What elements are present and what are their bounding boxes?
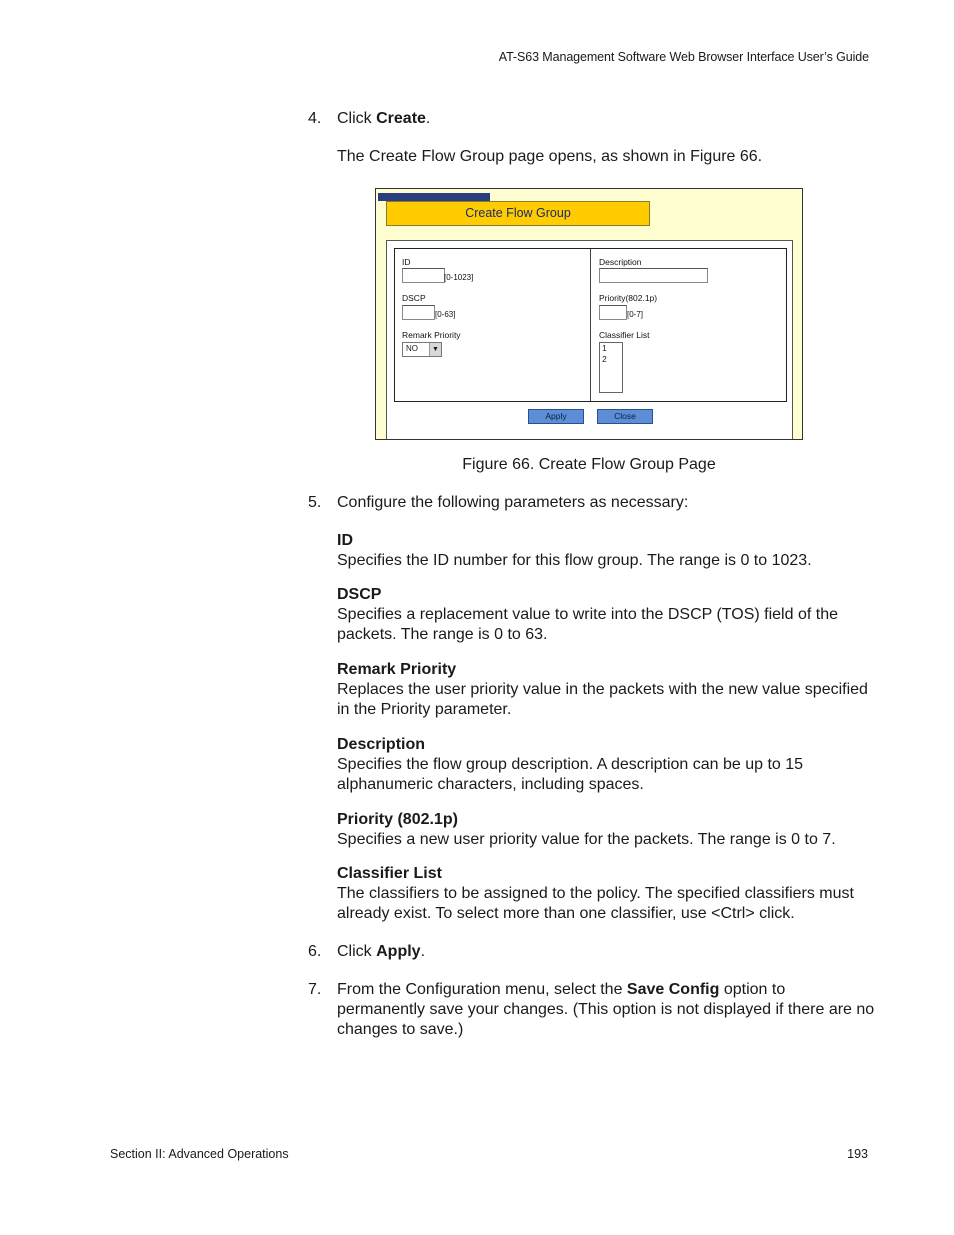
description-input[interactable] xyxy=(599,268,708,283)
step-text-end: . xyxy=(425,110,431,127)
id-range: [0-1023] xyxy=(444,273,474,282)
param-dscp xyxy=(337,585,877,645)
footer-section: Section II: Advanced Operations xyxy=(110,1147,289,1161)
param-title: Priority (802.1p) xyxy=(337,811,458,828)
id-input[interactable] xyxy=(402,268,445,283)
priority-input[interactable] xyxy=(599,305,627,320)
form-panel xyxy=(386,240,793,440)
step-bold: Save Config xyxy=(626,981,720,998)
param-title: DSCP xyxy=(337,586,382,603)
param-desc: Specifies the flow group description. A description can be up to 15 alphanumeric characters, including spaces. xyxy=(337,756,804,793)
id-label: ID xyxy=(402,257,411,267)
step-text: Click xyxy=(337,110,377,127)
form-box xyxy=(394,248,787,402)
step-text-end: . xyxy=(420,943,426,960)
remark-priority-select[interactable] xyxy=(402,342,442,357)
window-title-bar xyxy=(378,193,490,201)
page-title: Create Flow Group xyxy=(465,206,571,220)
step-text-end: option to permanently save your changes. (This option is not displayed if there are no changes to save.) xyxy=(337,981,875,1038)
description-label: Description xyxy=(599,257,642,267)
figure-screenshot xyxy=(375,188,803,440)
column-divider xyxy=(590,249,591,401)
dscp-label: DSCP xyxy=(402,293,426,303)
list-item[interactable]: 2 xyxy=(602,354,607,364)
list-item[interactable]: 1 xyxy=(602,343,607,353)
priority-range: [0-7] xyxy=(627,310,644,319)
param-desc: Specifies a new user priority value for the packets. The range is 0 to 7. xyxy=(337,831,836,848)
step-number: 4. xyxy=(308,110,322,127)
param-desc: Specifies a replacement value to write into the DSCP (TOS) field of the packets. The range is 0 to 63. xyxy=(337,606,838,643)
page-title-tab xyxy=(386,201,650,226)
step-number: 7. xyxy=(308,981,322,998)
page-number: 193 xyxy=(847,1147,868,1161)
classifier-listbox[interactable] xyxy=(599,342,623,393)
step-bold: Create xyxy=(376,110,426,127)
param-title: ID xyxy=(337,532,353,549)
step-text: Configure the following parameters as necessary: xyxy=(337,494,689,511)
figure-caption: Figure 66. Create Flow Group Page xyxy=(462,456,716,473)
param-priority xyxy=(337,810,877,850)
step-bold: Apply xyxy=(376,943,421,960)
param-description xyxy=(337,735,877,795)
priority-label: Priority(802.1p) xyxy=(599,293,658,303)
param-title: Classifier List xyxy=(337,865,442,882)
classifier-list-label: Classifier List xyxy=(599,330,650,340)
close-button[interactable]: Close xyxy=(597,409,653,424)
chevron-down-icon[interactable]: ▼ xyxy=(429,343,441,356)
step-text: From the Configuration menu, select the xyxy=(337,981,627,998)
param-classifier-list xyxy=(337,864,877,924)
param-title: Remark Priority xyxy=(337,661,457,678)
remark-priority-value: NO xyxy=(406,344,418,353)
apply-button[interactable]: Apply xyxy=(528,409,584,424)
param-desc: The classifiers to be assigned to the policy. The specified classifiers must already exist. To select more than one classifier, use <Ctrl> click. xyxy=(337,885,854,922)
step-4-note: The Create Flow Group page opens, as shown in Figure 66. xyxy=(337,148,763,165)
dscp-range: [0-63] xyxy=(435,310,456,319)
step-text: Click xyxy=(337,943,377,960)
param-remark-priority xyxy=(337,660,877,720)
step-number: 6. xyxy=(308,943,322,960)
param-desc: Replaces the user priority value in the packets with the new value specified in the Priority parameter. xyxy=(337,681,868,718)
remark-priority-label: Remark Priority xyxy=(402,330,461,340)
param-desc: Specifies the ID number for this flow group. The range is 0 to 1023. xyxy=(337,552,812,569)
param-id xyxy=(337,531,877,571)
param-title: Description xyxy=(337,736,426,753)
dscp-input[interactable] xyxy=(402,305,435,320)
running-header: AT-S63 Management Software Web Browser Interface User’s Guide xyxy=(498,50,869,64)
step-number: 5. xyxy=(308,494,322,511)
